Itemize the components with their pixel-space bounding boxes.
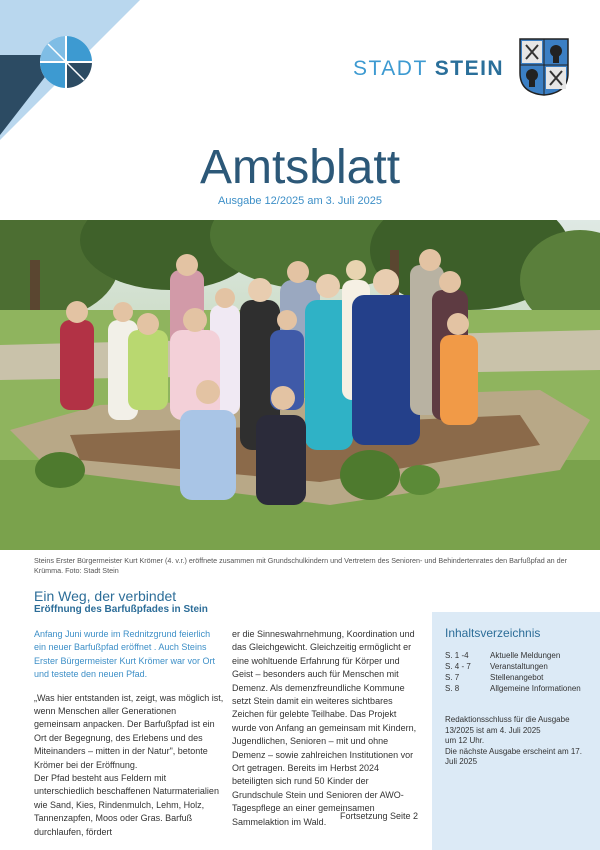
newsletter-title: Amtsblatt	[199, 141, 401, 194]
toc-item-pages: S. 1 -4	[445, 651, 469, 660]
table-of-contents	[432, 612, 600, 850]
continued-link[interactable]: Fortsetzung Seite 2	[340, 811, 419, 821]
toc-item[interactable]	[445, 661, 595, 672]
toc-item[interactable]	[445, 683, 595, 694]
toc-list	[445, 650, 595, 694]
article-column-2	[232, 628, 422, 839]
corner-logo-graphic	[0, 0, 140, 140]
deadline-time: um 12 Uhr.	[445, 736, 485, 745]
deadline-text: Redaktionsschluss für die Ausgabe 13/2025 ist am 4. Juli 2025	[445, 715, 570, 735]
article-lead: Anfang Juni wurde im Rednitzgrund feierlich ein neuer Barfußpfad eröffnet . Auch Steins Erster Bürgermeister Kurt Krömer war vor Ort und testete den neuen Pfad.	[34, 629, 216, 680]
toc-item-label: Allgemeine Informationen	[490, 684, 581, 693]
toc-item-label: Veranstaltungen	[490, 662, 548, 671]
city-logo-icon	[40, 36, 92, 88]
article-subheadline: Eröffnung des Barfußpfades in Stein	[34, 604, 208, 615]
toc-item-pages: S. 4 - 7	[445, 662, 471, 671]
article-paragraph: er die Sinneswahrnehmung, Koordination und das Gleichgewicht. Gleichzeitig ermöglicht er eine wohltuende Erfahrung für Körper und Geist – besonders auch für Menschen mit Demenz. Als demenzfreundliche Kommune setzt Stein damit ein weiteres sichtbares Zeichen für gelebte Teilhabe. Das Projekt wurde von Anfang an gemeinsam mit Kindern, Jugendlichen, Senioren – mit und ohne Demenz – sowie zahlreichen Institutionen vor Ort getragen. Bereits im Herbst 2024 beteiligten sich rund 50 Kinder der Grundschule Stein und Senioren der AWO-Tagespflege an einer gemeinsamen Sammelaktion im Wald.	[232, 629, 417, 827]
photo-caption: Steins Erster Bürgermeister Kurt Krömer (4. v.r.) eröffnete zusammen mit Grundschulkindern und Vertretern des Senioren- und Behindertenrates den Barfußpfad an der Krümma. Foto: Stadt Stein	[34, 556, 568, 575]
issue-info: Ausgabe 12/2025 am 3. Juli 2025	[218, 195, 382, 207]
toc-item-pages: S. 8	[445, 684, 460, 693]
article-paragraph: Der Pfad besteht aus Feldern mit unterschiedlich beschaffenen Naturmaterialien wie Sand, Kies, Rindenmulch, Lehm, Holz, Tannenzapfen, Moos oder Gras. Barfuß durchlaufen, fördert	[34, 773, 219, 837]
toc-item-label: Aktuelle Meldungen	[490, 651, 561, 660]
toc-item[interactable]	[445, 672, 595, 683]
coat-of-arms-icon	[518, 37, 570, 97]
article-column-1	[34, 628, 224, 849]
group-photo	[0, 220, 600, 550]
toc-item-label: Stellenangebot	[490, 673, 544, 682]
toc-item[interactable]	[445, 650, 595, 661]
toc-item-pages: S. 7	[445, 673, 460, 682]
toc-title: Inhaltsverzeichnis	[445, 626, 541, 640]
city-brand-name: STADT STEIN	[353, 57, 505, 80]
article-paragraph: „Was hier entstanden ist, zeigt, was möglich ist, wenn Menschen aller Generationen gemeinsam anpacken. Der Barfußpfad ist ein Ort der Begegnung, des Erlebens und des Miteinanders – mitten in der Natur", betonte Krömer bei der Eröffnung.	[34, 692, 224, 770]
article-headline: Ein Weg, der verbindet	[34, 588, 177, 604]
next-issue-text: Die nächste Ausgabe erscheint am 17. Juli 2025	[445, 746, 582, 766]
deadline-note	[445, 715, 595, 768]
